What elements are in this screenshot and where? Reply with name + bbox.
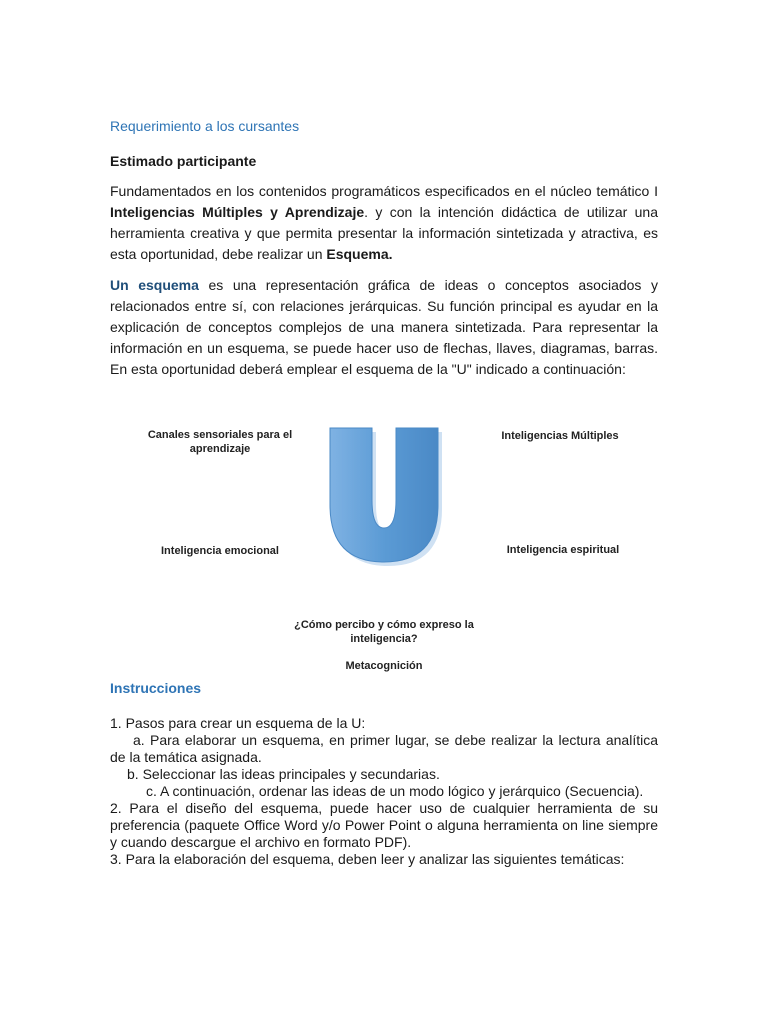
diagram-label-mid-right: Inteligencia espiritual <box>506 544 620 556</box>
instruction-1a: a. Para elaborar un esquema, en primer lugar, se debe realizar la lectura analítica de la temática asignada. <box>110 732 658 765</box>
instruction-2: 2. Para el diseño del esquema, puede hacer uso de cualquier herramienta de su preferencia (paquete Office Word y/o Power Point o alguna herramienta on line siempre y cuando descargue el archivo en formato PDF). <box>110 800 658 850</box>
diagram-label-top-right: Inteligencias Múltiples <box>501 430 619 442</box>
para2-lead: Un esquema <box>110 277 199 293</box>
diagram-label-metacognicion: Metacognición <box>345 660 423 672</box>
instruction-1: 1. Pasos para crear un esquema de la U: <box>110 715 366 731</box>
paragraph-esquema-definition <box>110 275 658 380</box>
greeting: Estimado participante <box>110 153 257 169</box>
instruction-3: 3. Para la elaboración del esquema, deben leer y analizar las siguientes temáticas: <box>110 851 625 867</box>
diagram-label-mid-left: Inteligencia emocional <box>161 545 279 557</box>
para1-mid: . y con la intención didáctica de utilizar una herramienta creativa y que permita presentar la información sintetizada y atractiva, es esta oportunidad, debe realizar un <box>110 204 658 262</box>
paragraph-intro <box>110 181 658 265</box>
instruction-1c: c. A continuación, ordenar las ideas de un modo lógico y jerárquico (Secuencia). <box>146 783 644 799</box>
u-letter-shape <box>330 428 442 566</box>
para1-bold-topic: Inteligencias Múltiples y Aprendizaje <box>110 204 365 220</box>
diagram-label-bottom: ¿Cómo percibo y cómo expreso la inteligencia? <box>294 619 474 645</box>
diagram-label-top-left: Canales sensoriales para el aprendizaje <box>147 429 293 455</box>
instructions-section <box>110 680 658 868</box>
instruction-1b: b. Seleccionar las ideas principales y secundarias. <box>127 766 440 782</box>
heading-instructions: Instrucciones <box>110 680 202 696</box>
heading-requirement: Requerimiento a los cursantes <box>110 118 300 134</box>
para1-bold-esquema: Esquema. <box>326 246 393 262</box>
para2-rest: es una representación gráfica de ideas o conceptos asociados y relacionados entre sí, con relaciones jerárquicas. Su función principal es ayudar en la explicación de conceptos complejos de una manera sintetizada. Para representar la información en un esquema, se puede hacer uso de flechas, llaves, diagramas, barras. En esta oportunidad deberá emplear el esquema de la "U" indicado a continuación: <box>110 277 658 377</box>
para1-pre: Fundamentados en los contenidos programáticos especificados en el núcleo temático I <box>110 183 658 199</box>
